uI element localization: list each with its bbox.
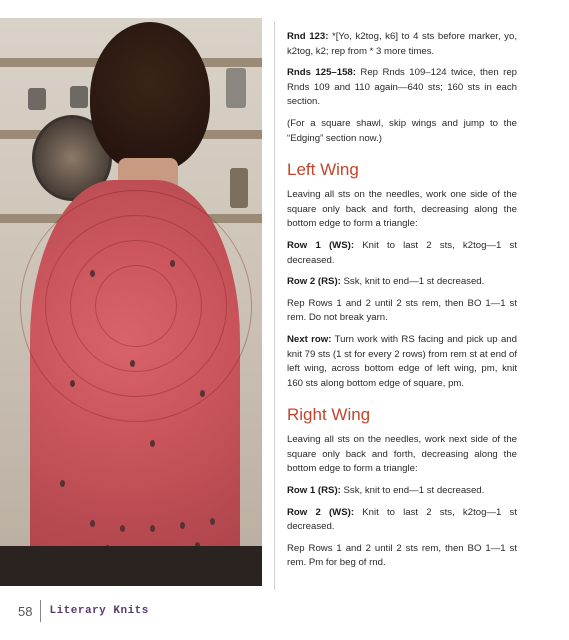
pattern-paragraph: [287, 275, 517, 290]
hair: [90, 22, 210, 172]
page-footer: [18, 600, 149, 622]
pattern-paragraph: [287, 333, 517, 391]
pattern-paragraph: [287, 542, 517, 571]
footer-divider: [40, 600, 41, 622]
instruction-lead: Row 1 (WS):: [287, 239, 355, 251]
shawl-photo: [0, 18, 262, 586]
instruction-lead: Row 1 (RS):: [287, 485, 341, 497]
left-wing-heading: Left Wing: [287, 160, 359, 180]
instruction-text: Rep Rows 1 and 2 until 2 sts rem, then BO 1—1 st rem. Pm for beg of rnd.: [287, 542, 517, 569]
instruction-text: Knit to last 2 sts, k2tog—1 st decreased.: [287, 239, 517, 266]
instruction-lead: Row 2 (WS):: [287, 506, 355, 518]
instruction-lead: Next row:: [287, 333, 332, 345]
instruction-lead: Rnd 123:: [287, 31, 329, 42]
shawl: [30, 180, 240, 580]
pattern-paragraph: [287, 506, 517, 535]
jar: [230, 168, 248, 208]
page-number: 58: [18, 603, 33, 619]
floor: [0, 546, 262, 586]
left-wing-section: [287, 188, 517, 391]
instruction-text: Rep Rnds 109–124 twice, then rep Rnds 109 and 110 again—640 sts; 160 sts in each section.: [287, 67, 517, 108]
jar: [28, 88, 46, 110]
pattern-paragraph: [287, 484, 517, 499]
jar: [226, 68, 246, 108]
pattern-paragraph: [287, 30, 517, 59]
pattern-paragraph: [287, 117, 517, 146]
instruction-text: Leaving all sts on the needles, work one side of the square only back and forth, decreasing along the bottom edge to form a triangle:: [287, 189, 517, 230]
instruction-text: *[Yo, k2tog, k6] to 4 sts before marker, yo, k2tog, k2; rep from * 3 more times.: [287, 31, 517, 57]
pattern-paragraph: [287, 433, 517, 477]
pattern-text: [287, 30, 517, 578]
right-wing-section: [287, 433, 517, 571]
pattern-paragraph: [287, 66, 517, 110]
instruction-text: Rep Rows 1 and 2 until 2 sts rem, then BO 1—1 st rem. Do not break yarn.: [287, 297, 517, 324]
intro-section: [287, 30, 517, 146]
instruction-text: Leaving all sts on the needles, work next side of the square only back and forth, decreasing along the bottom edge to form a triangle:: [287, 434, 517, 475]
instruction-text: Ssk, knit to end—1 st decreased.: [340, 485, 485, 497]
instruction-lead: Rnds 125–158:: [287, 67, 356, 79]
instruction-text: Turn work with RS facing and pick up and knit 79 sts (1 st for every 2 rows) from rem st at end of left wing, across bottom edge of left wing, pm, knit 160 sts along bottom edge of square, pm.: [287, 333, 517, 389]
pattern-paragraph: [287, 239, 517, 268]
instruction-lead: Row 2 (RS):: [287, 276, 341, 288]
instruction-text: Knit to last 2 sts, k2tog—1 st decreased.: [287, 506, 517, 533]
book-title: Literary Knits: [49, 605, 149, 617]
right-wing-heading: Right Wing: [287, 405, 371, 425]
instruction-text: Ssk, knit to end—1 st decreased.: [340, 276, 485, 288]
jar: [70, 86, 88, 108]
instruction-text: (For a square shawl, skip wings and jump to the “Edging” section now.): [287, 117, 517, 144]
pattern-paragraph: [287, 188, 517, 232]
column-divider: [274, 22, 275, 590]
pattern-paragraph: [287, 297, 517, 326]
